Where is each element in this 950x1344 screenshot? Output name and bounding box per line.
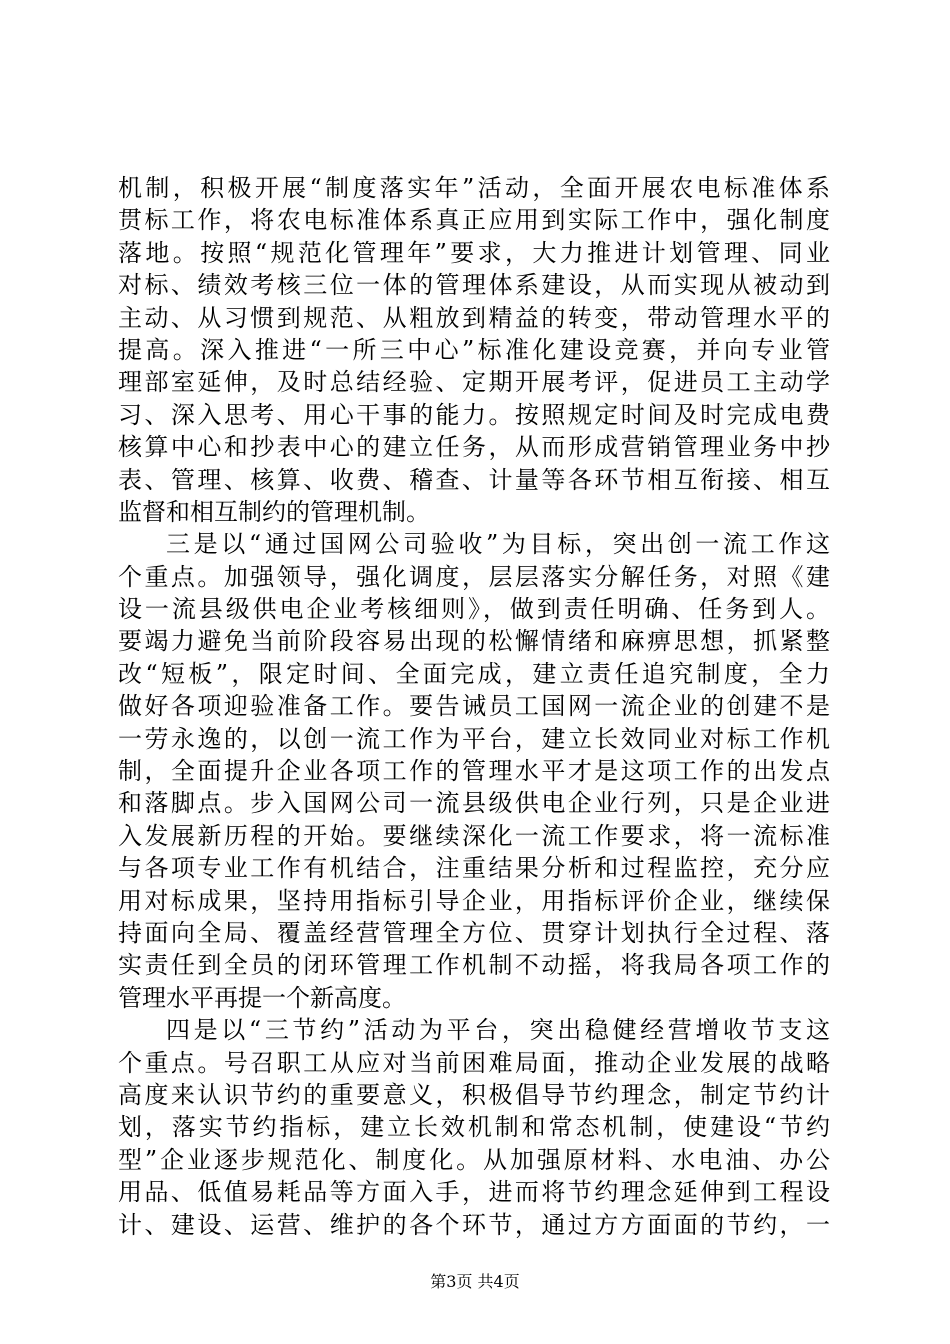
text-line: 改“短板”，限定时间、全面完成，建立责任追究制度，全力 bbox=[118, 659, 830, 688]
text-line: 管理水平再提一个新高度。 bbox=[118, 983, 406, 1012]
text-line: 个重点。号召职工从应对当前困难局面，推动企业发展的战略 bbox=[118, 1048, 830, 1077]
text-line: 高度来认识节约的重要意义，积极倡导节约理念，制定节约计 bbox=[118, 1080, 830, 1109]
text-line: 一劳永逸的，以创一流工作为平台，建立长效同业对标工作机 bbox=[118, 724, 830, 753]
document-body bbox=[118, 172, 830, 1241]
page-footer bbox=[0, 1272, 950, 1292]
text-line: 贯标工作，将农电标准体系真正应用到实际工作中，强化制度 bbox=[118, 206, 830, 235]
text-line: 持面向全局、覆盖经营管理全方位、贯穿计划执行全过程、落 bbox=[118, 918, 830, 947]
text-line: 对标、绩效考核三位一体的管理体系建设，从而实现从被动到 bbox=[118, 271, 830, 300]
text-line: 机制，积极开展“制度落实年”活动，全面开展农电标准体系 bbox=[118, 174, 830, 202]
paragraph-start-line: 四是以“三节约”活动为平台，突出稳健经营增收节支这 bbox=[166, 1016, 830, 1045]
text-line: 个重点。加强领导，强化调度，层层落实分解任务，对照《建 bbox=[118, 562, 830, 591]
text-line: 表、管理、核算、收费、稽查、计量等各环节相互衔接、相互 bbox=[118, 465, 830, 494]
text-line: 习、深入思考、用心干事的能力。按照规定时间及时完成电费 bbox=[118, 400, 830, 429]
paragraph-start-line: 三是以“通过国网公司验收”为目标，突出创一流工作这 bbox=[166, 530, 830, 559]
text-line: 制，全面提升企业各项工作的管理水平才是这项工作的出发点 bbox=[118, 757, 830, 786]
text-line: 划，落实节约指标，建立长效机制和常态机制，使建设“节约 bbox=[118, 1113, 830, 1142]
text-line: 入发展新历程的开始。要继续深化一流工作要求，将一流标准 bbox=[118, 821, 830, 850]
text-line: 计、建设、运营、维护的各个环节，通过方方面面的节约，一 bbox=[118, 1210, 830, 1239]
text-line: 落地。按照“规范化管理年”要求，大力推进计划管理、同业 bbox=[118, 238, 830, 267]
text-line: 型”企业逐步规范化、制度化。从加强原材料、水电油、办公 bbox=[118, 1145, 830, 1174]
text-line: 与各项专业工作有机结合，注重结果分析和过程监控，充分应 bbox=[118, 854, 830, 883]
page-number: 第3页 共4页 bbox=[430, 1272, 520, 1291]
text-line: 要竭力避免当前阶段容易出现的松懈情绪和麻痹思想，抓紧整 bbox=[118, 627, 830, 656]
text-line: 提高。深入推进“一所三中心”标准化建设竞赛，并向专业管 bbox=[118, 335, 830, 364]
text-line: 设一流县级供电企业考核细则》，做到责任明确、任务到人。 bbox=[118, 595, 830, 624]
text-line: 理部室延伸，及时总结经验、定期开展考评，促进员工主动学 bbox=[118, 368, 830, 397]
text-line: 实责任到全员的闭环管理工作机制不动摇，将我局各项工作的 bbox=[118, 951, 830, 980]
text-line: 做好各项迎验准备工作。要告诫员工国网一流企业的创建不是 bbox=[118, 692, 830, 721]
text-line: 监督和相互制约的管理机制。 bbox=[118, 497, 430, 526]
text-line: 和落脚点。步入国网公司一流县级供电企业行列，只是企业进 bbox=[118, 789, 830, 818]
text-line: 用品、低值易耗品等方面入手，进而将节约理念延伸到工程设 bbox=[118, 1178, 830, 1207]
text-line: 核算中心和抄表中心的建立任务，从而形成营销管理业务中抄 bbox=[118, 433, 830, 462]
text-line: 用对标成果，坚持用指标引导企业，用指标评价企业，继续保 bbox=[118, 886, 830, 915]
text-line: 主动、从习惯到规范、从粗放到精益的转变，带动管理水平的 bbox=[118, 303, 830, 332]
